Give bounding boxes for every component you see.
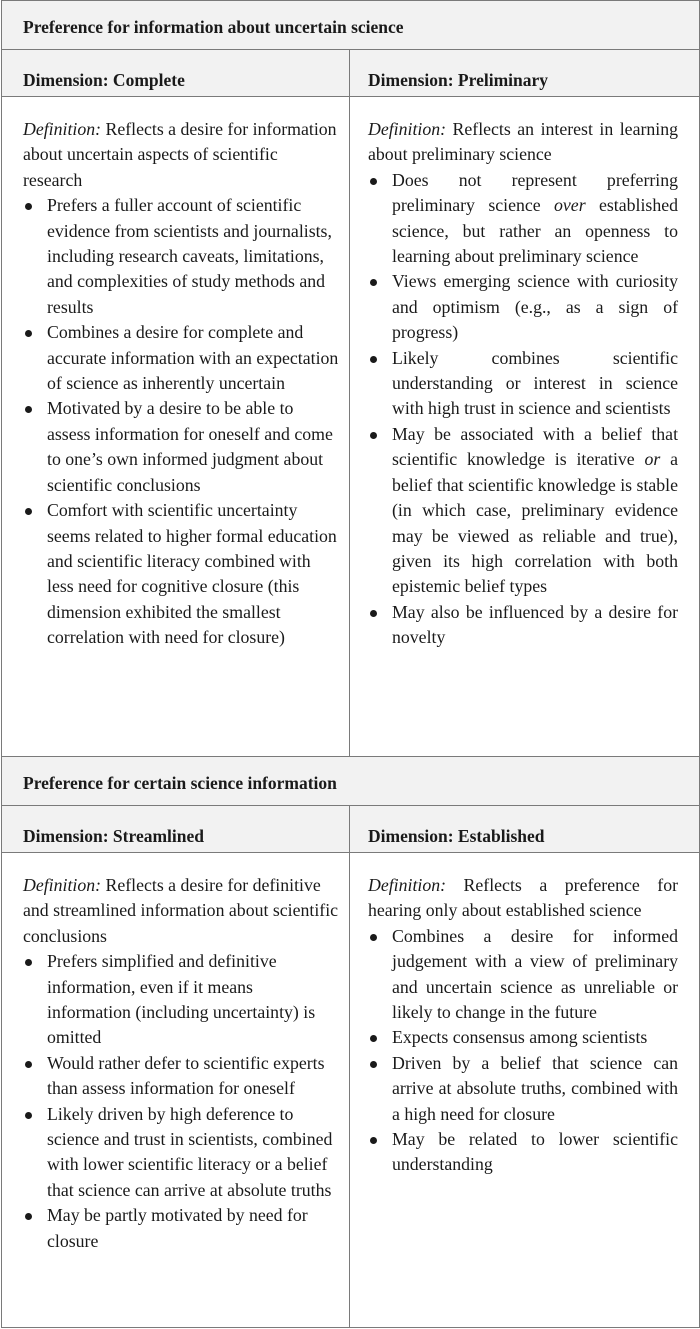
list-item: Views emerging science with curiosity and optimism (e.g., as a sign of progress)	[368, 269, 678, 345]
dimensions-table	[1, 0, 700, 1328]
list-item: Prefers a fuller account of scientific evidence from scientists and journalists, including research caveats, limitations, and complexities of study methods and results	[23, 193, 341, 320]
list-item: Driven by a belief that science can arrive at absolute truths, combined with a high need for closure	[368, 1051, 678, 1127]
bullet-list	[23, 949, 341, 1254]
list-item: Comfort with scientific uncertainty seems related to higher formal education and scientific literacy combined with less need for cognitive closure (this dimension exhibited the smallest correlation with need for closure)	[23, 498, 341, 650]
definition-label: Definition:	[368, 875, 447, 895]
list-item: Would rather defer to scientific experts than assess information for oneself	[23, 1051, 341, 1102]
list-item: May be partly motivated by need for closure	[23, 1203, 341, 1254]
list-item-emphasis: or	[644, 449, 661, 470]
bullet-list	[23, 193, 341, 650]
definition	[23, 873, 341, 949]
dimension-cell-streamlined	[2, 853, 350, 1328]
list-item-text: a belief that scientific knowledge is stable (in which case, preliminary evidence may be viewed as reliable and true), given its high correlation with both epistemic belief types	[392, 449, 679, 597]
list-item	[368, 168, 678, 270]
list-item	[368, 422, 678, 600]
definition-label: Definition:	[368, 119, 447, 139]
definition	[368, 117, 678, 168]
dimension-heading-preliminary: Dimension: Preliminary	[350, 50, 700, 97]
list-item: Likely combines scientific understanding or interest in science with high trust in science and scientists	[368, 346, 678, 422]
dimension-cell-preliminary	[350, 97, 700, 757]
dimension-cell-established	[350, 853, 700, 1328]
bullet-list	[368, 924, 678, 1178]
definition-text: Reflects a desire for definitive and streamlined information about scientific conclusions	[23, 875, 339, 946]
dimension-cell-complete	[2, 97, 350, 757]
list-item-text: Does not represent preferring preliminary science	[392, 169, 679, 216]
definition-label: Definition:	[23, 119, 102, 139]
list-item-text: May be associated with a belief that scientific knowledge is iterative	[392, 423, 679, 470]
list-item: Motivated by a desire to be able to assess information for oneself and come to one’s own informed judgment about scientific conclusions	[23, 396, 341, 498]
bullet-list	[368, 168, 678, 651]
definition	[368, 873, 678, 924]
list-item: May also be influenced by a desire for novelty	[368, 600, 678, 651]
definition-text: Reflects a preference for hearing only about established science	[368, 875, 679, 921]
list-item: Prefers simplified and definitive information, even if it means information (including uncertainty) is omitted	[23, 949, 341, 1051]
definition-label: Definition:	[23, 875, 102, 895]
list-item: Expects consensus among scientists	[368, 1025, 678, 1050]
list-item: Combines a desire for complete and accurate information with an expectation of science as inherently uncertain	[23, 320, 341, 396]
list-item-text: established science, but rather an openness to learning about preliminary science	[392, 195, 679, 267]
list-item: Likely driven by high deference to science and trust in scientists, combined with lower scientific literacy or a belief that science can arrive at absolute truths	[23, 1102, 341, 1204]
dimension-heading-complete: Dimension: Complete	[2, 50, 350, 97]
dimension-heading-streamlined: Dimension: Streamlined	[2, 806, 350, 853]
list-item: Combines a desire for informed judgement with a view of preliminary and uncertain science as unreliable or likely to change in the future	[368, 924, 678, 1026]
section-heading-certain: Preference for certain science information	[2, 757, 700, 806]
list-item: May be related to lower scientific understanding	[368, 1127, 678, 1178]
definition-text: Reflects an interest in learning about preliminary science	[368, 119, 679, 165]
definition	[23, 117, 341, 193]
definition-text: Reflects a desire for information about uncertain aspects of scientific research	[23, 119, 337, 190]
dimension-heading-established: Dimension: Established	[350, 806, 700, 853]
section-heading-uncertain: Preference for information about uncertain science	[2, 1, 700, 50]
list-item-emphasis: over	[554, 195, 586, 216]
